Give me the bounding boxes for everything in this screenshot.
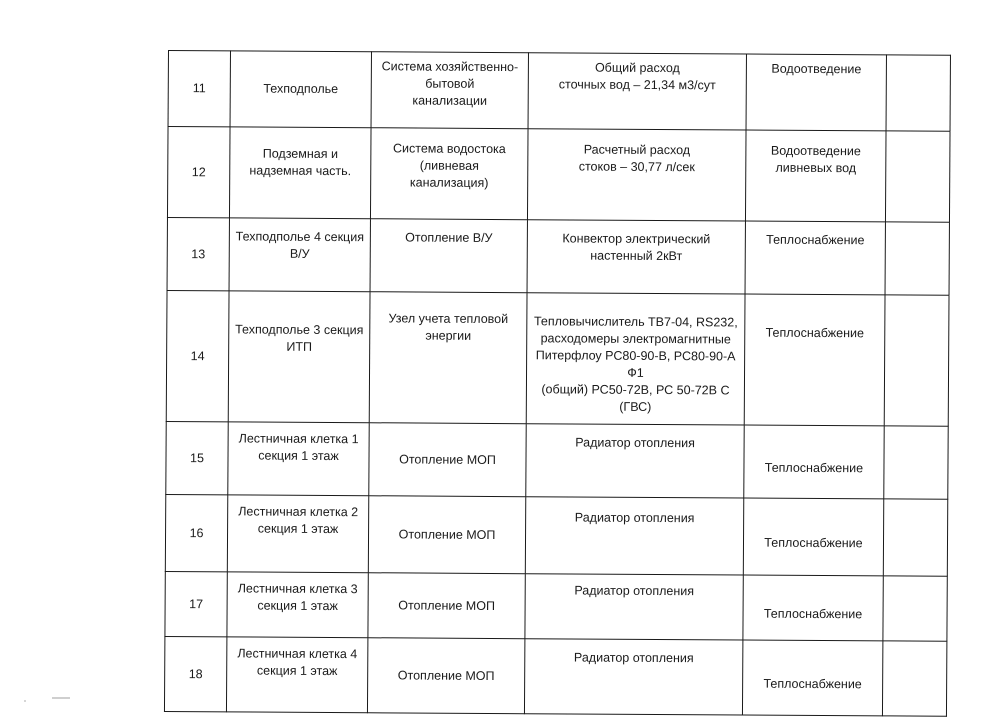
- system-cell: Узел учета тепловой энергии: [369, 292, 527, 424]
- scan-dot: [24, 700, 26, 702]
- row-number: 16: [165, 494, 227, 571]
- description-cell: Радиатор отопления: [525, 497, 743, 575]
- scan-speck: [52, 697, 70, 699]
- description-cell: Конвектор электрический настенный 2кВт: [527, 220, 745, 294]
- table-row: [166, 290, 949, 426]
- category-cell: Теплоснабжение: [743, 498, 883, 576]
- category-cell: Теплоснабжение: [745, 221, 885, 295]
- table-row: [166, 421, 948, 499]
- description-cell: Общий расход сточных вод – 21,34 м3/сут: [528, 53, 746, 130]
- category-cell: Водоотведение: [746, 54, 886, 131]
- category-cell: Водоотведение ливневых вод: [745, 130, 886, 222]
- location-cell: Техподполье: [230, 51, 371, 128]
- system-cell: Отопление МОП: [367, 638, 524, 714]
- row-number: 15: [166, 421, 228, 494]
- extra-cell: [885, 222, 949, 295]
- category-cell: Теплоснабжение: [744, 294, 885, 426]
- row-number: 17: [165, 571, 227, 636]
- location-cell: Техподполье 4 секция В/У: [229, 218, 370, 292]
- system-cell: Отопление МОП: [368, 496, 525, 574]
- description-cell: Тепловычислитель ТВ7-04, RS232, расходомеры электромагнитные Питерфлоу РС80-90-В, РС80-90-А Ф1 (общий) РС50-72В, РС 50-72В С (ГВС): [526, 293, 745, 425]
- table-row: [165, 571, 947, 641]
- document-page: [164, 50, 951, 717]
- location-cell: Лестничная клетка 4 секция 1 этаж: [226, 637, 367, 713]
- category-cell: Теплоснабжение: [742, 640, 882, 716]
- description-cell: Расчетный расход стоков – 30,77 л/сек: [527, 129, 746, 221]
- extra-cell: [884, 295, 949, 426]
- description-cell: Радиатор отопления: [524, 639, 742, 715]
- description-cell: Радиатор отопления: [525, 574, 743, 640]
- location-cell: Лестничная клетка 2 секция 1 этаж: [227, 495, 368, 573]
- location-cell: Лестничная клетка 1 секция 1 этаж: [228, 422, 369, 496]
- description-cell: Радиатор отопления: [526, 424, 744, 498]
- location-cell: Техподполье 3 секция ИТП: [228, 291, 370, 423]
- category-cell: Теплоснабжение: [744, 425, 884, 499]
- location-cell: Лестничная клетка 3 секция 1 этаж: [227, 572, 368, 638]
- category-cell: Теплоснабжение: [743, 575, 883, 641]
- row-number: 13: [167, 217, 229, 290]
- system-cell: Отопление МОП: [369, 423, 526, 497]
- row-number: 18: [164, 636, 226, 711]
- table-row: [168, 51, 950, 132]
- system-cell: Отопление В/У: [370, 219, 527, 293]
- row-number: 12: [167, 127, 230, 218]
- system-cell: Отопление МОП: [368, 573, 525, 639]
- extra-cell: [885, 131, 950, 222]
- row-number: 14: [166, 290, 229, 421]
- location-cell: Подземная и надземная часть.: [229, 127, 371, 219]
- extra-cell: [883, 499, 947, 576]
- extra-cell: [884, 426, 948, 499]
- extra-cell: [886, 55, 950, 131]
- system-cell: Система хозяйственно- бытовой канализации: [371, 52, 528, 129]
- extra-cell: [883, 576, 947, 641]
- row-number: 11: [168, 51, 230, 127]
- table-row: [167, 127, 950, 223]
- system-cell: Система водостока (ливневая канализация): [370, 128, 528, 220]
- table-row: [165, 494, 947, 576]
- equipment-table: [164, 50, 951, 717]
- extra-cell: [882, 641, 946, 716]
- table-row: [164, 636, 946, 716]
- table-row: [167, 217, 949, 295]
